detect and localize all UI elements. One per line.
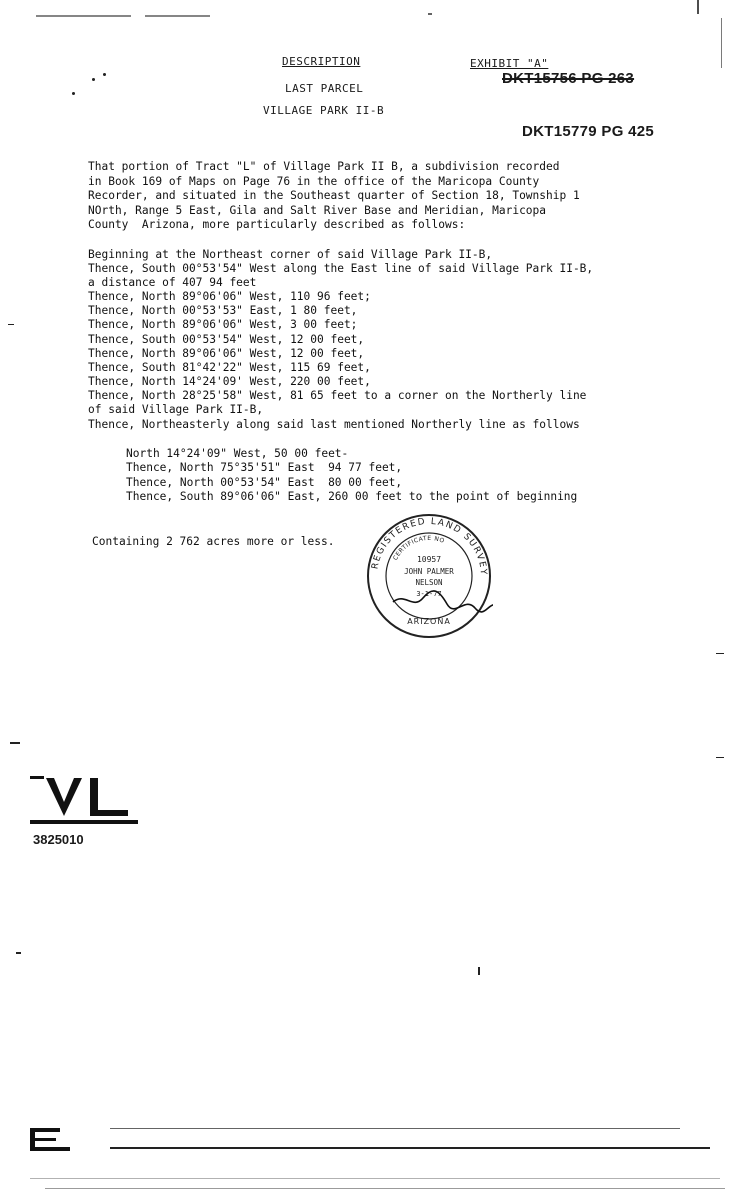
scan-mark-left-3 <box>16 952 21 954</box>
bottom-rule-1 <box>110 1128 680 1129</box>
seal-number: 10957 <box>416 555 442 564</box>
bottom-rule-2 <box>110 1147 710 1149</box>
course-line: Thence, North 89°06'06" West, 12 00 feet, <box>88 347 365 360</box>
course-line: Thence, North 28°25'58" West, 81 65 feet to a corner on the Northerly line <box>88 389 587 402</box>
scan-mark-left-2 <box>10 742 20 744</box>
seal-outer-text: REGISTERED LAND SURVEY <box>370 516 489 576</box>
seal-inner-text: CERTIFICATE NO <box>391 534 446 562</box>
scan-artifact-top-dot <box>428 13 432 15</box>
intro-line: Recorder, and situated in the Southeast quarter of Section 18, Township 1 <box>88 189 580 202</box>
parcel-label: LAST PARCEL <box>285 82 364 95</box>
scan-artifact-right-mark <box>697 0 699 14</box>
surveyor-seal <box>365 512 493 640</box>
scan-mark-mid <box>478 967 480 975</box>
course-line: Thence, Northeasterly along said last mentioned Northerly line as follows <box>88 418 580 431</box>
course-line: Thence, South 00°53'54" West, 12 00 feet, <box>88 333 365 346</box>
signature-scribble <box>393 591 493 612</box>
docket-new-number: DKT15779 PG 425 <box>522 123 655 140</box>
scan-mark-left-1 <box>8 324 14 325</box>
course-line: Thence, North 89°06'06" West, 110 96 feet; <box>88 290 371 303</box>
containing-acres: Containing 2 762 acres more or less. <box>92 535 335 548</box>
scan-mark-right-1 <box>716 653 724 654</box>
sub-course-line: Thence, South 89°06'06" East, 260 00 feet to the point of beginning <box>126 490 578 503</box>
scan-dot-2 <box>103 73 106 76</box>
bottom-rule-3 <box>30 1178 720 1179</box>
vl-logo-stamp <box>30 776 138 828</box>
intro-line: NOrth, Range 5 East, Gila and Salt River Base and Meridian, Maricopa <box>88 204 547 217</box>
subdivision-label: VILLAGE PARK II-B <box>263 104 385 117</box>
bottom-e-mark <box>30 1128 72 1152</box>
docket-old-number: DKT15756 PG 263 <box>502 70 635 87</box>
seal-state: ARIZONA <box>407 617 451 626</box>
course-line: Thence, South 00°53'54" West along the East line of said Village Park II-B, <box>88 262 594 275</box>
course-line: Beginning at the Northeast corner of said Village Park II-B, <box>88 248 493 261</box>
bottom-rule-4 <box>45 1188 725 1189</box>
seal-date: 3-1-77 <box>416 590 442 598</box>
scan-dot-3 <box>72 92 75 95</box>
intro-line: County Arizona, more particularly described as follows: <box>88 218 466 231</box>
sub-course-line: Thence, North 75°35'51" East 94 77 feet, <box>126 461 403 474</box>
scan-dot-1 <box>92 78 95 81</box>
scan-mark-right-2 <box>716 757 724 758</box>
sub-course-line: Thence, North 00°53'54" East 80 00 feet, <box>126 476 403 489</box>
stamp-number: 3825010 <box>33 832 84 847</box>
intro-line: That portion of Tract "L" of Village Park II B, a subdivision recorded <box>88 160 560 173</box>
scan-artifact-top-mid <box>145 15 210 17</box>
scan-artifact-top-left <box>36 15 131 17</box>
intro-line: in Book 169 of Maps on Page 76 in the office of the Maricopa County <box>88 175 540 188</box>
exhibit-label: EXHIBIT "A" <box>470 57 549 70</box>
course-line: Thence, South 81°42'22" West, 115 69 feet, <box>88 361 371 374</box>
course-line: of said Village Park II-B, <box>88 403 264 416</box>
course-line: Thence, North 00°53'53" East, 1 80 feet, <box>88 304 358 317</box>
seal-name-1: JOHN PALMER <box>404 567 454 576</box>
course-line: a distance of 407 94 feet <box>88 276 257 289</box>
seal-name-2: NELSON <box>415 578 443 587</box>
sub-course-line: North 14°24'09" West, 50 00 feet- <box>126 447 349 460</box>
scan-artifact-right-edge <box>721 18 722 68</box>
course-line: Thence, North 14°24'09' West, 220 00 feet, <box>88 375 371 388</box>
document-title: DESCRIPTION <box>282 55 361 68</box>
course-line: Thence, North 89°06'06" West, 3 00 feet; <box>88 318 358 331</box>
